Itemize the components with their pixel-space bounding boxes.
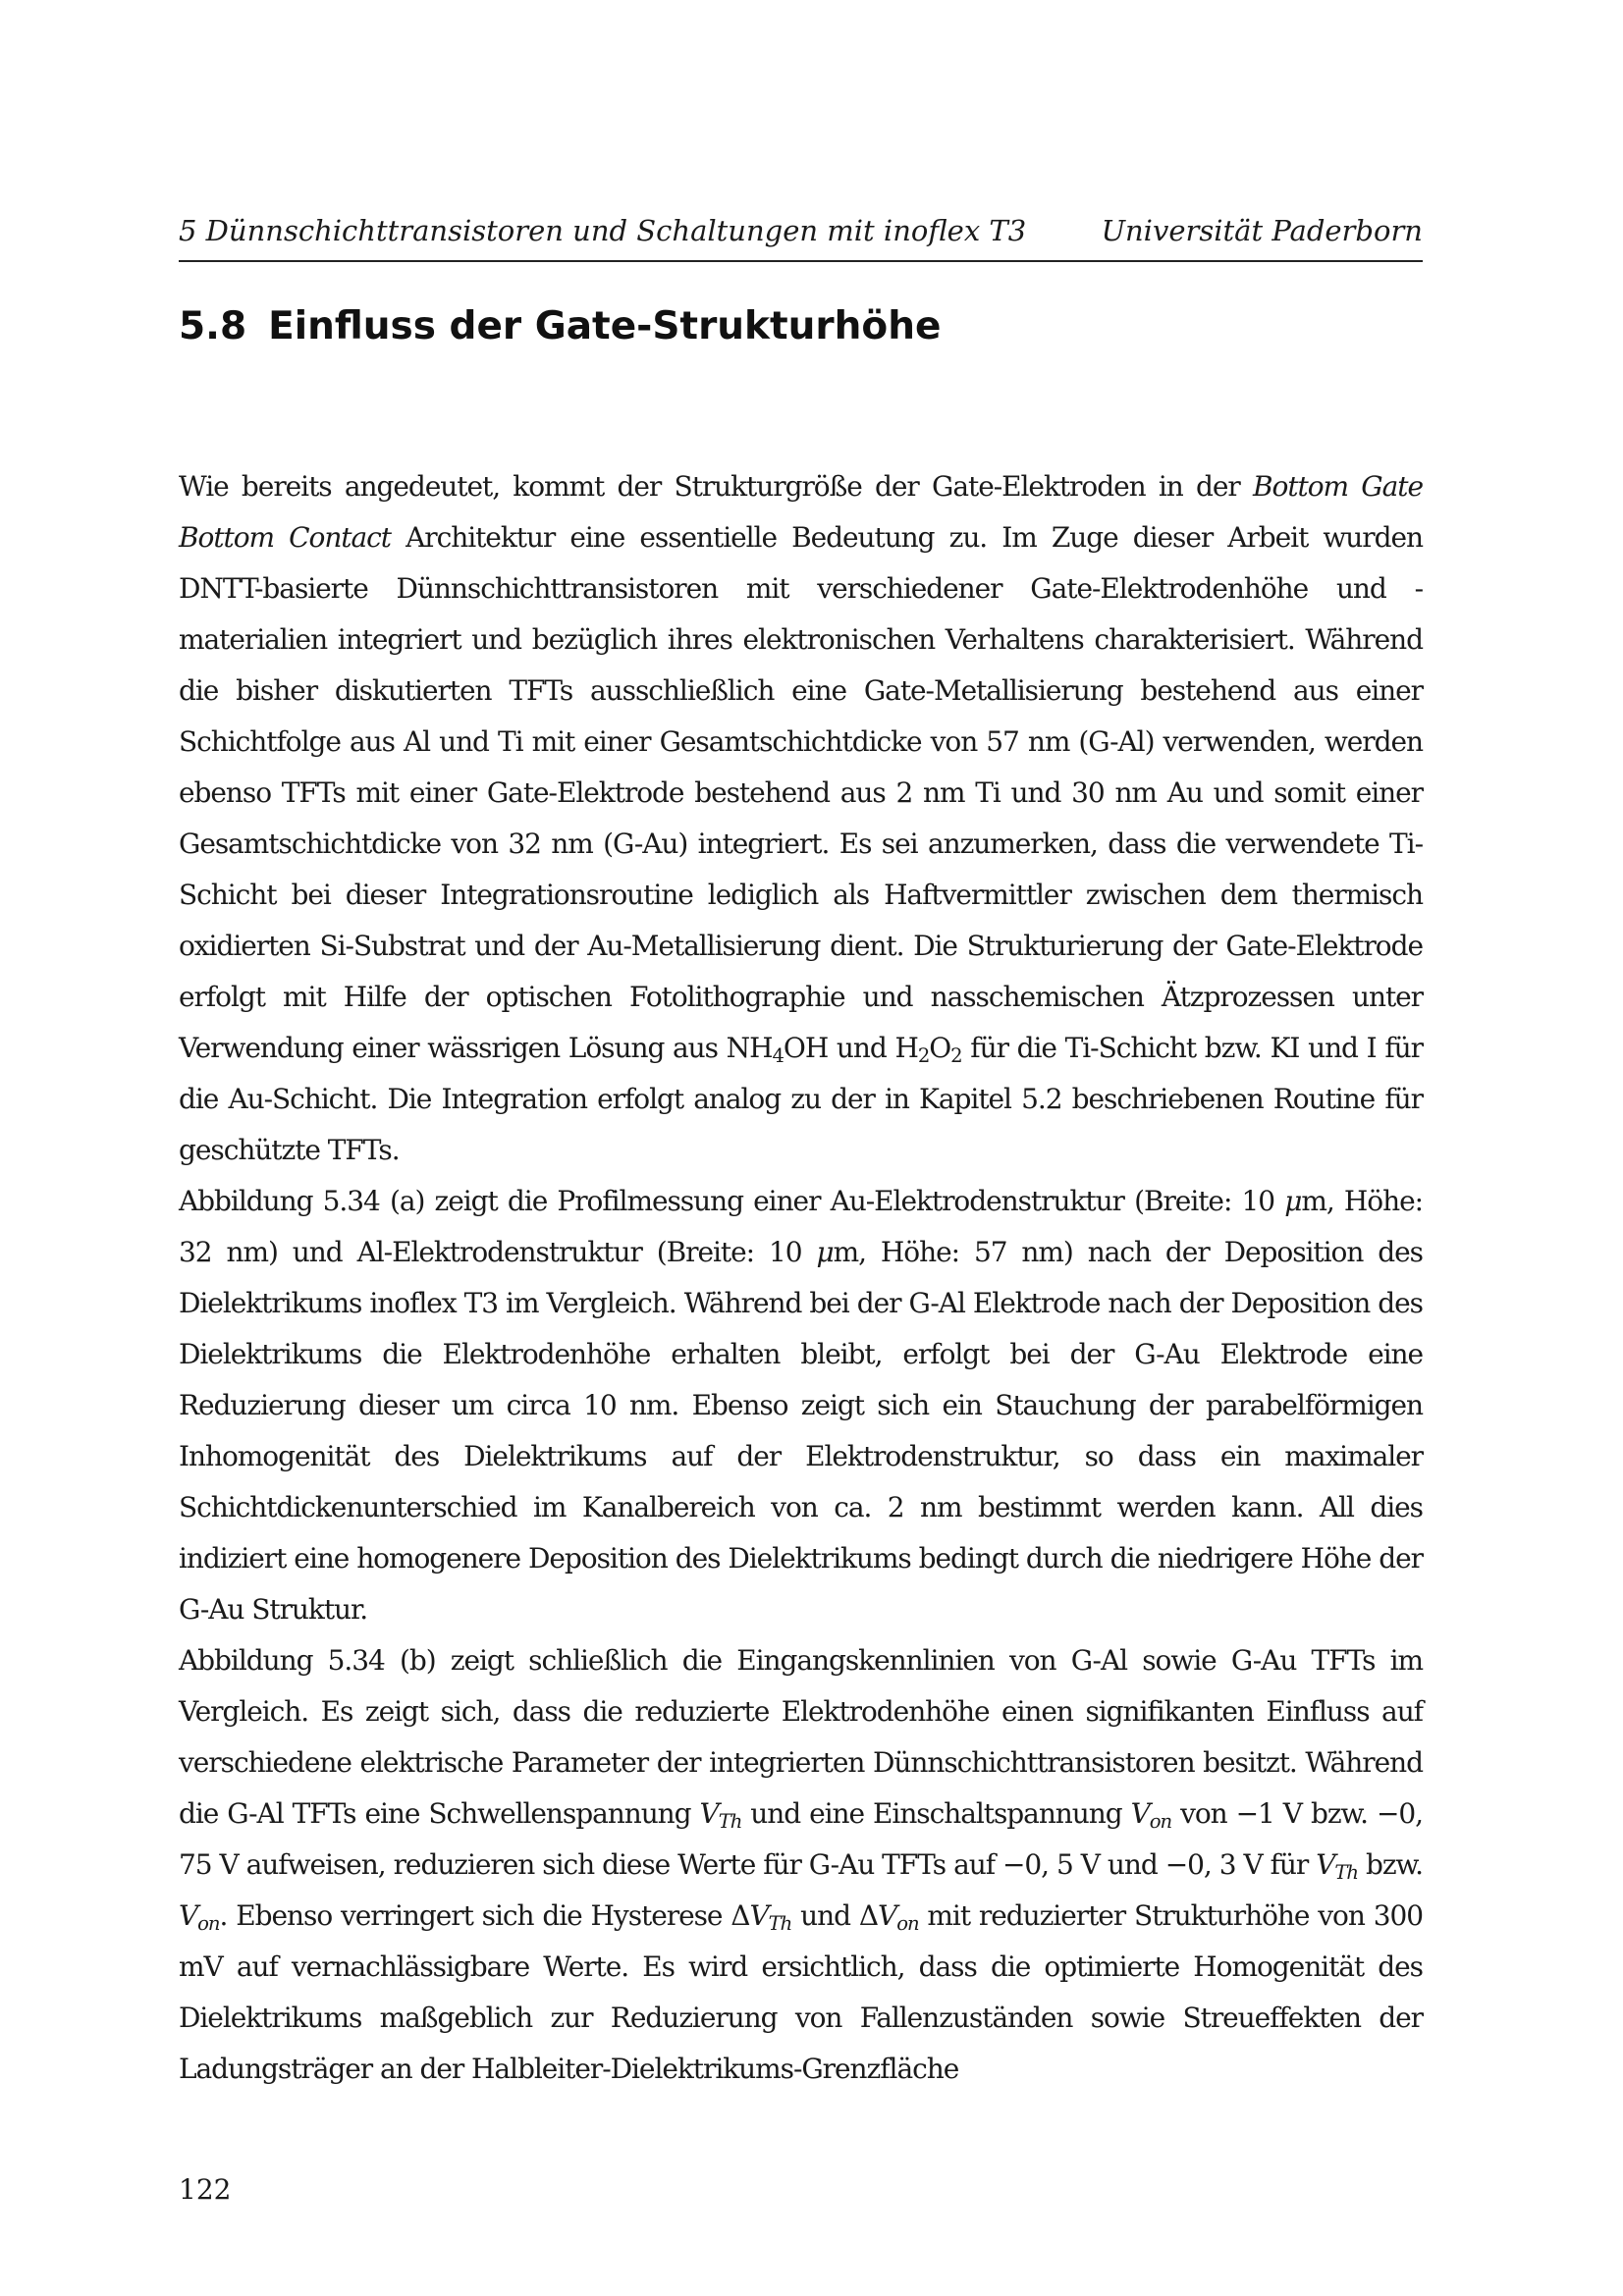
paragraph-1: Wie bereits angedeutet, kommt der Strukturgröße der Gate-Elektroden in der Bottom Gate Bottom Contact Architektur eine essentielle Bedeutung zu. Im Zuge dieser Arbeit wurden DNTT-basierte Dünnschichttransistoren mit verschiedener Gate-Elektrodenhöhe und -materialien integriert und bezüglich ihres elektronischen Verhaltens charakterisiert. Während die bisher diskutierten TFTs ausschließlich eine Gate-Metallisierung bestehend aus einer Schichtfolge aus Al und Ti mit einer Gesamtschichtdicke von 57 nm (G-Al) verwenden, werden ebenso TFTs mit einer Gate-Elektrode bestehend aus 2 nm Ti und 30 nm Au und somit einer Gesamtschichtdicke von 32 nm (G-Au) integriert. Es sei anzumerken, dass die verwendete Ti-Schicht bei dieser Integrationsroutine lediglich als Haftvermittler zwischen dem thermisch oxidierten Si-Substrat und der Au-Metallisierung dient. Die Strukturierung der Gate-Elektrode erfolgt mit Hilfe der optischen Fotolithographie und nasschemischen Ätzprozessen unter Verwendung einer wässrigen Lösung aus $NH_4OH$ und $H_2O_2$ für die Ti-Schicht bzw. KI und I für die Au-Schicht. Die Integration erfolgt analog zu der in Kapitel 5.2 beschriebenen Routine für geschützte TFTs. xyxy=(179,470,1423,1166)
paragraph-2: Abbildung 5.34 (a) zeigt die Profilmessung einer Au-Elektrodenstruktur (Breite: 10 μm, Höhe: 32 nm) und Al-Elektrodenstruktur (Breite: 10 μm, Höhe: 57 nm) nach der Deposition des Dielektrikums inoflex T3 im Vergleich. Während bei der G-Al Elektrode nach der Deposition des Dielektrikums die Elektrodenhöhe erhalten bleibt, erfolgt bei der G-Au Elektrode eine Reduzierung dieser um circa 10 nm. Ebenso zeigt sich ein Stauchung der parabelförmigen Inhomogenität des Dielektrikums auf der Elektrodenstruktur, so dass ein maximaler Schichtdickenunterschied im Kanalbereich von ca. 2 nm bestimmt werden kann. All dies indiziert eine homogenere Deposition des Dielektrikums bedingt durch die niedrigere Höhe der G-Au Struktur. xyxy=(179,1185,1423,1626)
running-head-university: Universität Paderborn xyxy=(1101,214,1423,247)
body-text xyxy=(179,461,1423,2095)
section-heading xyxy=(179,302,941,351)
running-head-chapter: 5 Dünnschichttransistoren und Schaltungen mit inoflex T3 xyxy=(179,214,1027,247)
section-title: Einfluss der Gate-Strukturhöhe xyxy=(268,304,942,348)
section-number: 5.8 xyxy=(179,304,247,348)
paragraph-3: Abbildung 5.34 (b) zeigt schließlich die Eingangskennlinien von G-Al sowie G-Au TFTs im Vergleich. Es zeigt sich, dass die reduzierte Elektrodenhöhe einen signifikanten Einfluss auf verschiedene elektrische Parameter der integrierten Dünnschichttransistoren besitzt. Während die G-Al TFTs eine Schwellenspannung $V_{Th}$ und eine Einschaltspannung $V_{on}$ von −1 V bzw. −0, 75 V aufweisen, reduzieren sich diese Werte für G-Au TFTs auf −0, 5 V und −0, 3 V für $V_{Th}$ bzw. $V_{on}$. Ebenso verringert sich die Hysterese $\Delta V_{Th}$ und $\Delta V_{on}$ mit reduzierter Strukturhöhe von 300 mV auf vernachlässigbare Werte. Es wird ersichtlich, dass die optimierte Homogenität des Dielektrikums maßgeblich zur Reduzierung von Fallenzuständen sowie Streueffekten der Ladungsträger an der Halbleiter-Dielektrikums-Grenzfläche xyxy=(179,1644,1424,2085)
paper-page xyxy=(179,0,1423,2296)
header-rule xyxy=(179,260,1423,262)
page-number: 122 xyxy=(179,2173,232,2206)
architecture-term: Bottom Gate Bottom Contact xyxy=(179,470,1423,554)
